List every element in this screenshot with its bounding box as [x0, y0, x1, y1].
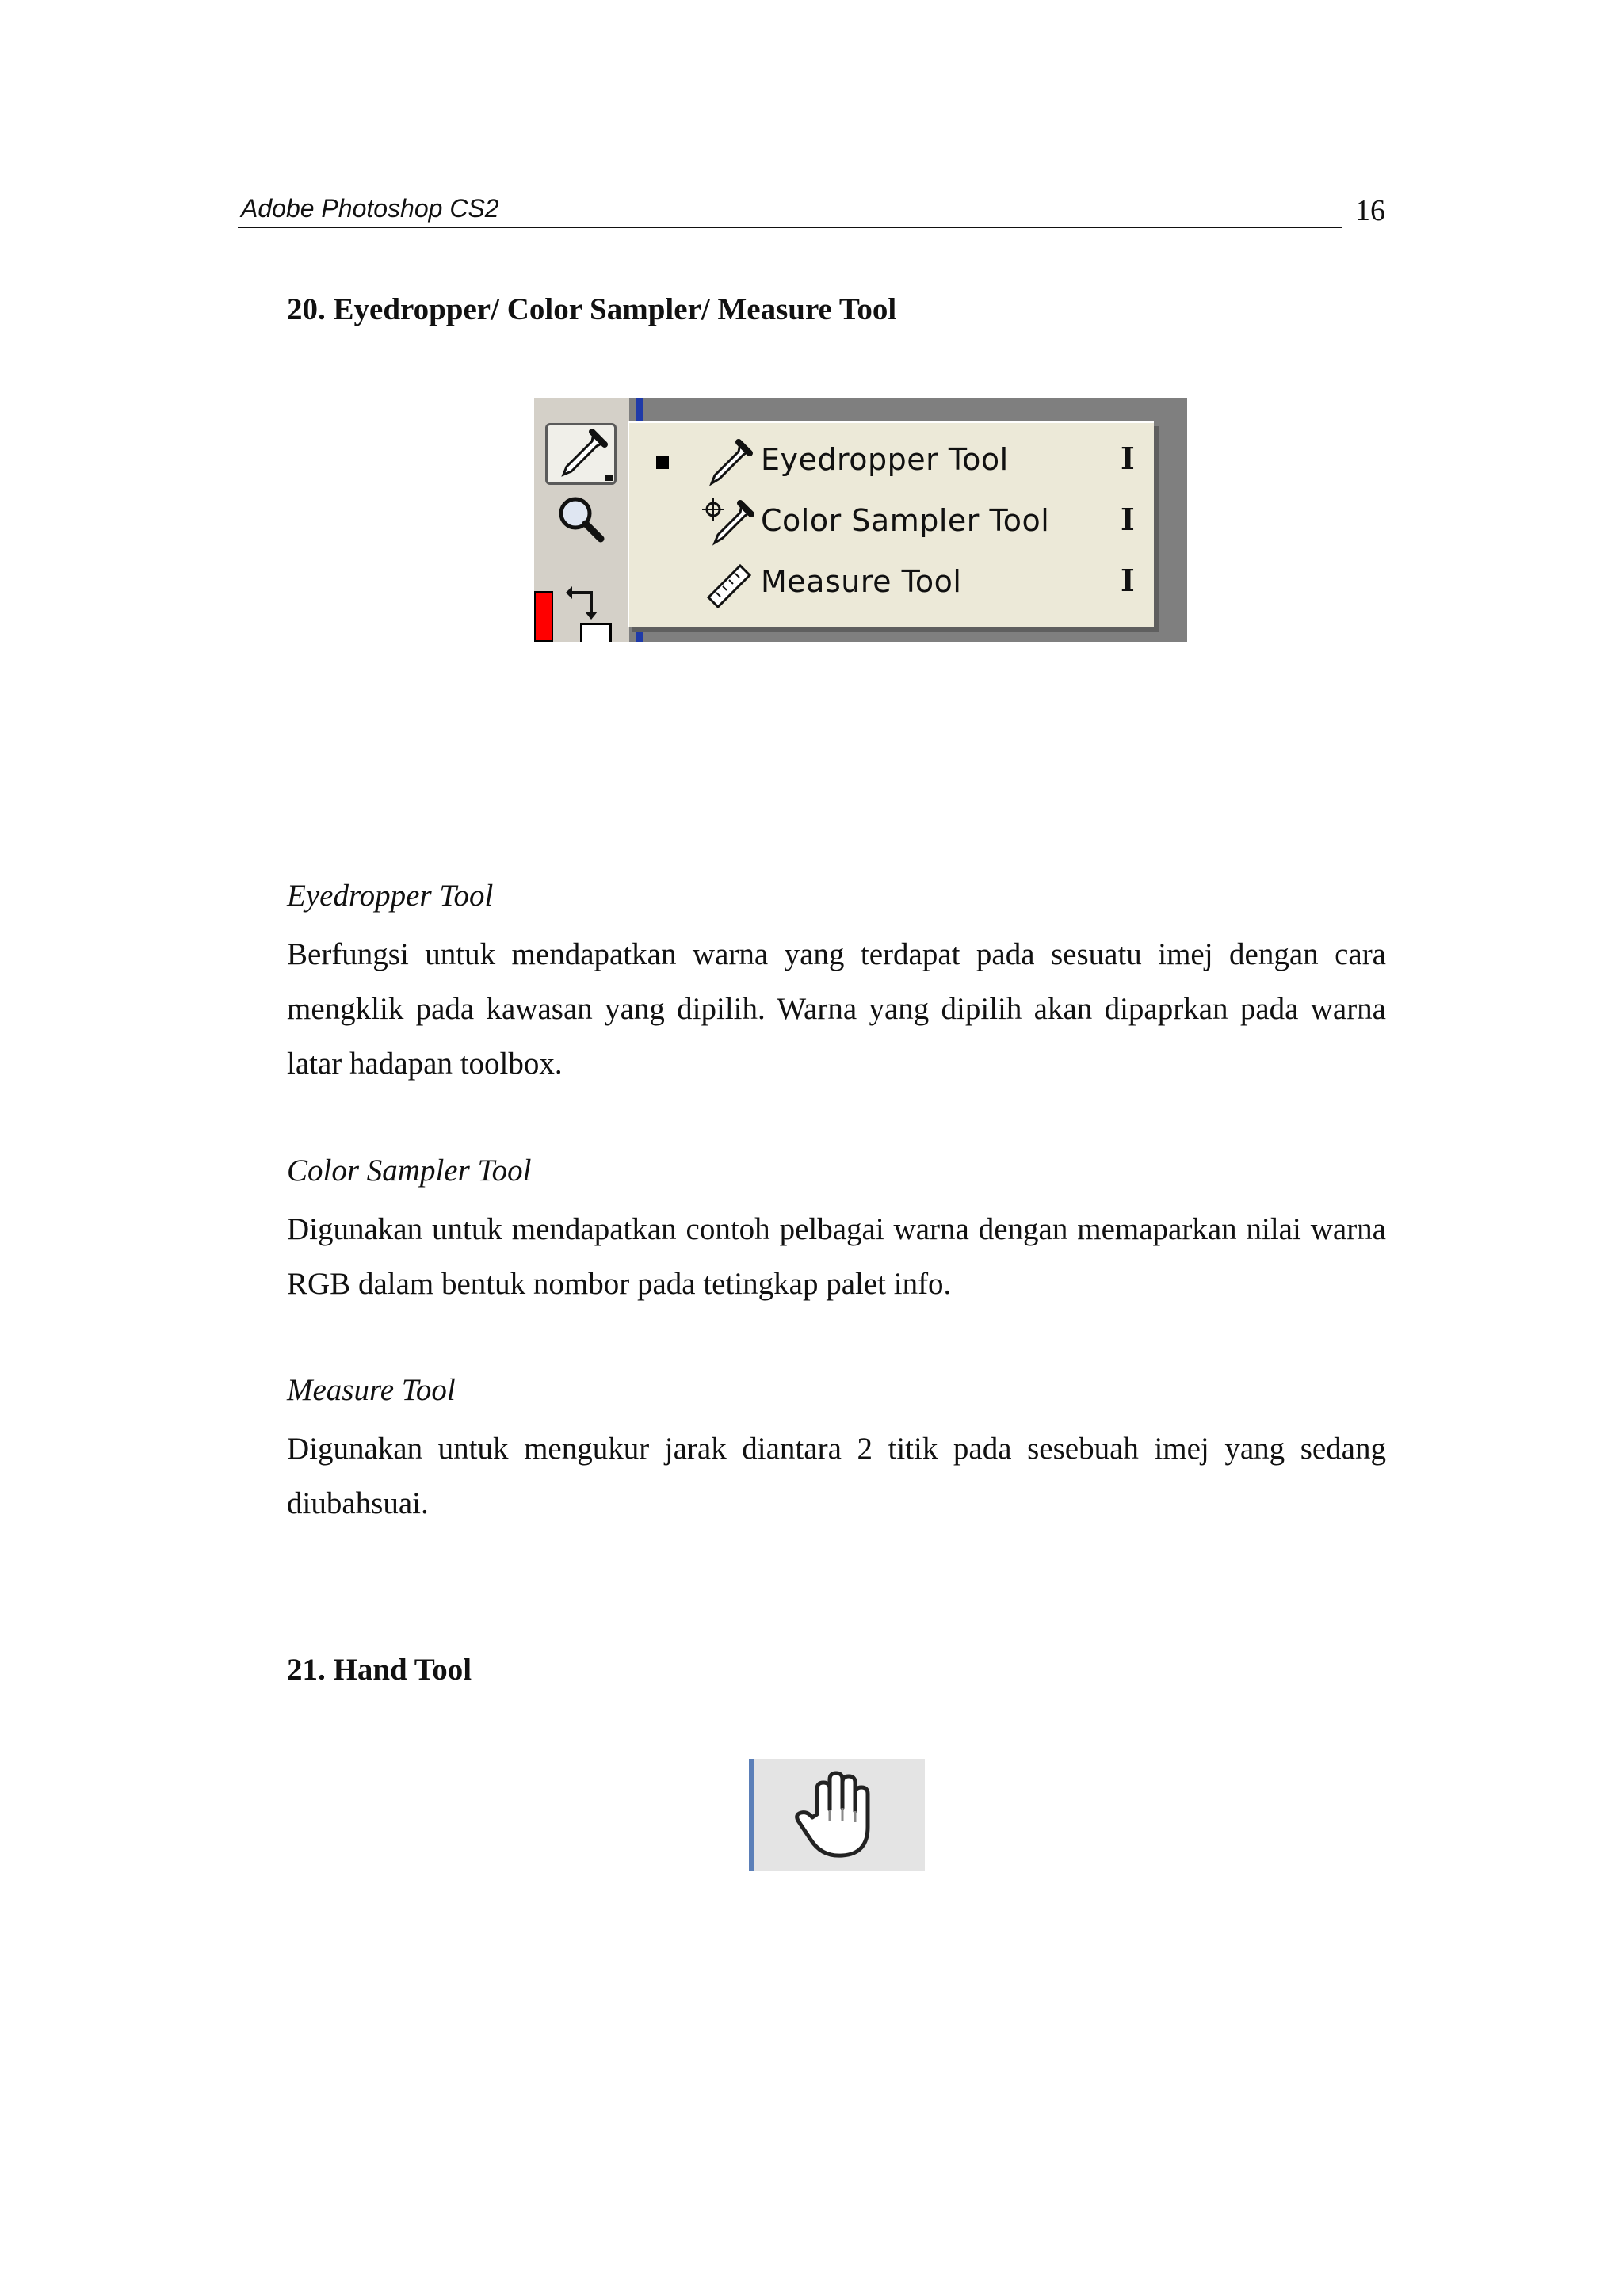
menu-item-label: Measure Tool [761, 564, 962, 599]
selected-indicator [656, 456, 669, 469]
page-number: 16 [1355, 194, 1385, 227]
color-sampler-tool-title: Color Sampler Tool [287, 1154, 532, 1188]
color-sampler-tool-description: Digunakan untuk mendapatkan contoh pelbagai warna dengan memaparkan nilai warna RGB dalam bentuk nombor pada tetingkap palet info. [287, 1212, 1386, 1301]
swap-colors-icon[interactable] [563, 583, 607, 627]
running-header [238, 190, 1342, 228]
default-colors-icon[interactable] [580, 623, 612, 642]
header-title: Adobe Photoshop CS2 [241, 194, 499, 223]
eyedropper-icon [548, 425, 614, 482]
menu-item-shortcut: I [1121, 441, 1135, 476]
menu-item-measure-tool[interactable] [629, 553, 1154, 615]
tool-flyout-menu [628, 421, 1154, 627]
section-heading-hand-tool: 21. Hand Tool [287, 1653, 472, 1687]
toolbar-edge [749, 1759, 754, 1871]
measure-tool-title: Measure Tool [287, 1373, 456, 1407]
menu-item-shortcut: I [1121, 563, 1135, 598]
toolbox-strip [534, 398, 629, 642]
eyedropper-menu-screenshot [534, 398, 1187, 642]
eyedropper-tool-description: Berfungsi untuk mendapatkan warna yang terdapat pada sesuatu imej dengan cara mengklik pada kawasan yang dipilih. Warna yang dipilih akan dipaprkan pada warna latar hadapan toolbox. [287, 937, 1386, 1081]
color-sampler-icon [702, 498, 756, 549]
section-heading-eyedropper: 20. Eyedropper/ Color Sampler/ Measure Tool [287, 292, 897, 326]
measure-tool-description: Digunakan untuk mengukur jarak diantara 2 titik pada sesebuah imej yang sedang diubahsuai. [287, 1432, 1386, 1520]
hand-tool-screenshot [749, 1759, 925, 1871]
zoom-tool-button[interactable] [553, 491, 609, 547]
menu-item-color-sampler-tool[interactable] [629, 492, 1154, 554]
hand-icon[interactable] [790, 1765, 892, 1863]
eyedropper-tool-title: Eyedropper Tool [287, 879, 494, 913]
menu-item-label: Color Sampler Tool [761, 503, 1050, 538]
foreground-color-swatch[interactable] [534, 591, 553, 642]
eyedropper-tool-button[interactable] [545, 423, 617, 485]
ruler-icon [702, 559, 756, 610]
magnifier-icon [553, 491, 609, 547]
menu-item-shortcut: I [1121, 502, 1135, 537]
eyedropper-icon [702, 437, 756, 488]
menu-item-eyedropper-tool[interactable] [629, 431, 1154, 493]
menu-item-label: Eyedropper Tool [761, 442, 1009, 477]
